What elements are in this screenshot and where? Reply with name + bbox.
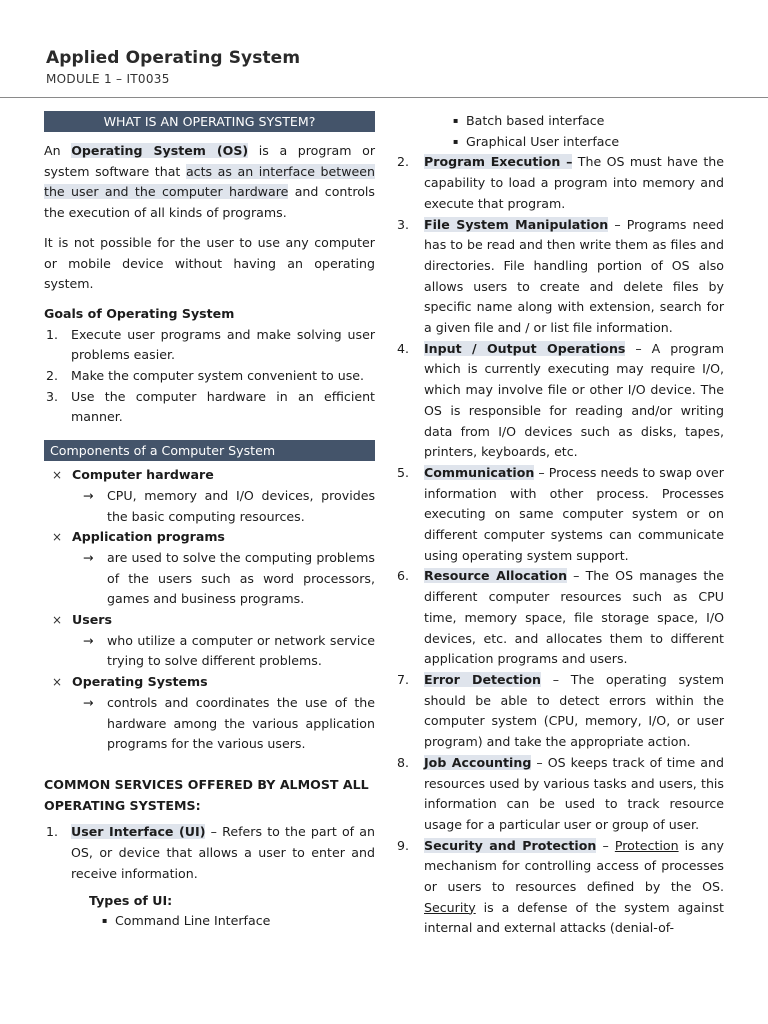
service-name: File System Manipulation <box>424 216 609 232</box>
service-item <box>397 152 724 214</box>
service-name: Job Accounting <box>424 754 532 770</box>
component-description <box>72 693 375 755</box>
term-protection: Protection <box>614 837 679 853</box>
list-number: 1. <box>46 326 59 342</box>
square-bullet-icon: ▪ <box>102 916 108 926</box>
arrow-right-icon: → <box>83 694 94 710</box>
component-item <box>44 527 375 610</box>
service-name: Security and Protection <box>424 837 597 853</box>
component-desc-text: who utilize a computer or network service trying to solve different problems. <box>107 632 375 669</box>
right-column <box>397 111 724 939</box>
service-name: Resource Allocation <box>424 568 568 584</box>
list-number: 6. <box>397 568 410 584</box>
cross-bullet-icon: × <box>52 468 63 483</box>
service-item <box>397 670 724 753</box>
square-bullet-icon: ▪ <box>453 116 459 125</box>
service-item <box>397 339 724 463</box>
service-item <box>397 215 724 339</box>
section-title-components: Components of a Computer System <box>44 440 375 461</box>
ui-type-item <box>453 111 724 132</box>
ui-types-heading: Types of UI: <box>89 892 173 908</box>
component-name: Computer hardware <box>72 467 214 483</box>
ui-type-item <box>102 911 375 932</box>
service-item <box>397 753 724 836</box>
component-item <box>44 610 375 672</box>
service-item <box>397 463 724 567</box>
component-name: Application programs <box>72 529 225 545</box>
goal-item <box>44 387 375 428</box>
goal-item <box>44 366 375 387</box>
list-number: 5. <box>397 464 410 480</box>
service-desc: – Programs need has to be read and then write them as files and directories. File handling portion of OS also allows users to create and delete files by specific name along with extension, search for a given file and / or list file information. <box>424 216 724 336</box>
service-desc: The OS must have the capability to load a program into memory and execute that program. <box>424 154 724 211</box>
text-span: – <box>596 837 615 853</box>
service-name: Communication <box>424 464 535 480</box>
square-bullet-icon: ▪ <box>453 136 459 146</box>
component-desc-text: are used to solve the computing problems of the users such as word processors, games and business programs. <box>107 549 375 607</box>
list-number: 3. <box>46 388 59 404</box>
ui-type-text: Command Line Interface <box>115 913 271 929</box>
component-desc-text: controls and coordinates the use of the hardware among the various application programs for the various users. <box>107 694 375 752</box>
service-desc: – The operating system should be able to detect errors within the computer system (CPU, memory, I/O, or user program) and take the appropriate action. <box>424 671 724 750</box>
component-description <box>72 548 375 610</box>
os-necessity-paragraph: It is not possible for the user to use any computer or mobile device without having an operating system. <box>44 234 375 292</box>
left-column <box>44 111 375 932</box>
term-security: Security <box>424 899 476 915</box>
ui-type-text: Graphical User interface <box>466 133 620 149</box>
component-description <box>72 631 375 672</box>
list-number: 9. <box>397 837 410 853</box>
text-span: is a defense of the system against internal and external attacks (denial-of- <box>424 899 724 936</box>
component-description <box>72 486 375 527</box>
service-name: User Interface (UI) <box>71 824 206 840</box>
header-divider <box>0 97 768 98</box>
component-desc-text: CPU, memory and I/O devices, provides the basic computing resources. <box>107 487 375 524</box>
list-number: 4. <box>397 340 410 356</box>
component-item <box>44 672 375 755</box>
highlighted-phrase: acts as an interface between the user and the computer hardware <box>44 163 375 200</box>
text-span: An <box>44 143 72 158</box>
component-name: Operating Systems <box>72 674 208 690</box>
service-item <box>397 836 724 940</box>
text-span: and controls the execution of all kinds of programs. <box>44 184 375 221</box>
list-number: 3. <box>397 216 410 232</box>
os-definition-paragraph <box>44 141 375 224</box>
cross-bullet-icon: × <box>52 613 63 628</box>
ui-types-list <box>102 911 375 932</box>
document-header <box>46 48 300 86</box>
list-number: 2. <box>397 154 410 170</box>
goal-item <box>44 325 375 366</box>
service-name: Error Detection <box>424 671 541 687</box>
component-item <box>44 465 375 527</box>
component-name: Users <box>72 612 112 628</box>
list-number: 2. <box>46 368 59 384</box>
goals-heading: Goals of Operating System <box>44 305 235 321</box>
module-code: MODULE 1 – IT0035 <box>46 72 170 86</box>
service-desc: – Process needs to swap over information with other process. Processes executing on same computer system or on different computer systems can communicate using operating system support. <box>424 464 724 563</box>
service-desc: – OS keeps track of time and resources used by various tasks and users, this information can be used to track resource usage for a particular user or group of user. <box>424 754 724 832</box>
section-title-what-is-os: WHAT IS AN OPERATING SYSTEM? <box>44 111 375 132</box>
arrow-right-icon: → <box>83 549 94 565</box>
goal-text: Execute user programs and make solving user problems easier. <box>71 326 375 363</box>
goal-text: Use the computer hardware in an efficient manner. <box>71 388 375 425</box>
text-span: is any mechanism for controlling access of processes or users to resources defined by the OS. <box>424 837 725 895</box>
document-title: Applied Operating System <box>46 48 301 68</box>
components-list <box>44 465 375 755</box>
list-number: 7. <box>397 671 410 687</box>
service-name: Program Execution – <box>424 154 573 170</box>
services-list-left <box>44 822 375 884</box>
cross-bullet-icon: × <box>52 530 63 545</box>
services-heading: COMMON SERVICES OFFERED BY ALMOST ALL OPERATING SYSTEMS: <box>44 776 369 813</box>
service-item <box>44 822 375 884</box>
service-desc: – The OS manages the different computer resources such as CPU time, memory space, file storage space, I/O devices, etc. and allocates them to different application programs and users. <box>424 568 724 667</box>
services-list-right <box>397 152 724 939</box>
text-span: is a program or system software that <box>44 143 375 179</box>
service-desc: – Refers to the part of an OS, or device that allows a user to enter and receive information. <box>71 824 375 881</box>
term-operating-system: Operating System (OS) <box>71 143 249 158</box>
service-name: Input / Output Operations <box>424 340 626 356</box>
arrow-right-icon: → <box>83 487 94 503</box>
arrow-right-icon: → <box>83 632 94 648</box>
service-desc: – A program which is currently executing may require I/O, which may involve file or other I/O device. The OS is responsible for reading and/or writing data from I/O devices such as disks, tapes, printers, keyboards, etc. <box>424 340 724 460</box>
ui-types-list-continued <box>453 111 724 152</box>
cross-bullet-icon: × <box>52 675 63 690</box>
ui-type-text: Batch based interface <box>466 113 605 128</box>
goals-list <box>44 325 375 429</box>
service-item <box>397 566 724 670</box>
list-number: 1. <box>46 824 59 840</box>
ui-type-item <box>453 132 724 153</box>
goal-text: Make the computer system convenient to use. <box>71 368 365 384</box>
list-number: 8. <box>397 754 410 770</box>
